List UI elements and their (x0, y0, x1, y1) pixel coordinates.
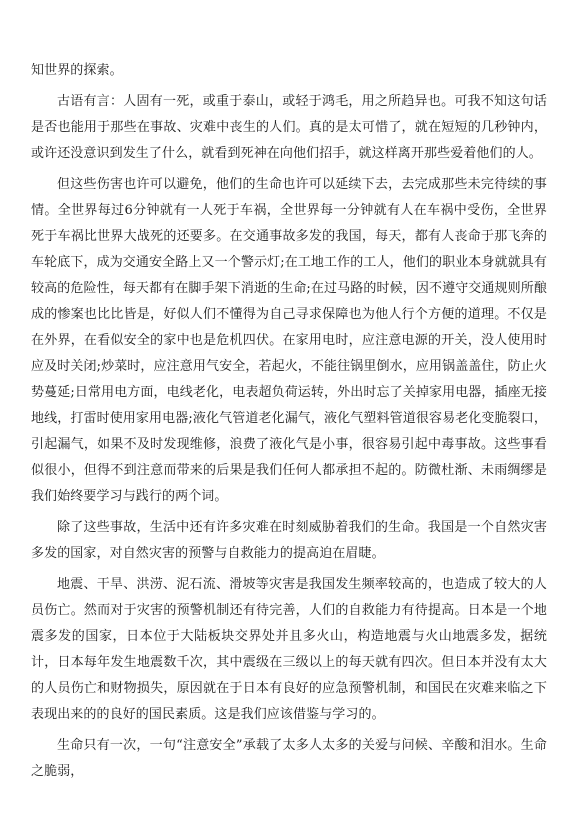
paragraph-5: 地震、干旱、洪涝、泥石流、滑坡等灾害是我国发生频率较高的，也造成了较大的人员伤亡。然而对于灾害的预警机制还有待完善，人们的自救能力有待提高。日本是一个地震多发的国家，日本位于大陆板块交界处并且多火山，构造地震与火山地震多发，据统计，日本每年发生地震数千次，其中震级在三级以上的每天就有四次。但日本并没有太大的人员伤亡和财物损失，原因就在于日本有良好的应急预警机制，和国民在灾难来临之下表现出来的的良好的国民素质。这是我们应该借鉴与学习的。 (31, 577, 547, 722)
paragraph-2: 古语有言：人固有一死，或重于泰山，或轻于鸿毛，用之所趋异也。可我不知这句话是否也能用于那些在事故、灾难中丧生的人们。真的是太可惜了，就在短短的几秒钟内，或许还没意识到发生了什么，就看到死神在向他们招手，就这样离开那些爱着他们的人。 (31, 94, 547, 161)
paragraph-4: 除了这些事故，生活中还有许多灾难在时刻威胁着我们的生命。我国是一个自然灾害多发的国家，对自然灾害的预警与自救能力的提高迫在眉睫。 (31, 520, 547, 561)
paragraph-3: 但这些伤害也许可以避免，他们的生命也许可以延续下去，去完成那些未完待续的事情。全世界每过6分钟就有一人死于车祸，全世界每一分钟就有人在车祸中受伤，全世界死于车祸比世界大战死的还要多。在交通事故多发的我国，每天，都有人丧命于那飞奔的车轮底下，成为交通安全路上又一个警示灯;在工地工作的工人，他们的职业本身就就具有较高的危险性，每天都有在脚手架下消逝的生命;在过马路的时候，因不遵守交通规则所酿成的惨案也比比皆是，好似人们不懂得为自己寻求保障也为他人行个方便的道理。不仅是在外界，在看似安全的家中也是危机四伏。在家用电时，应注意电源的开关，没人使用时应及时关闭;炒菜时，应注意用气安全，若起火，不能往锅里倒水，应用锅盖盖住，防止火势蔓延;日常用电方面，电线老化，电表超负荷运转，外出时忘了关掉家用电器，插座无接地线，打雷时使用家用电器;液化气管道老化漏气，液化气塑料管道很容易老化变脆裂口，引起漏气，如果不及时发现维修，浪费了液化气是小事，很容易引起中毒事故。这些事看似很小，但得不到注意而带来的后果是我们任何人都承担不起的。防微杜渐、未雨绸缪是我们始终要学习与践行的两个词。 (31, 177, 547, 504)
paragraph-6: 生命只有一次，一句“注意安全”承载了太多人太多的关爱与问候、辛酸和泪水。生命之脆弱， (31, 738, 547, 779)
paragraph-1: 知世界的探索。 (31, 63, 123, 78)
